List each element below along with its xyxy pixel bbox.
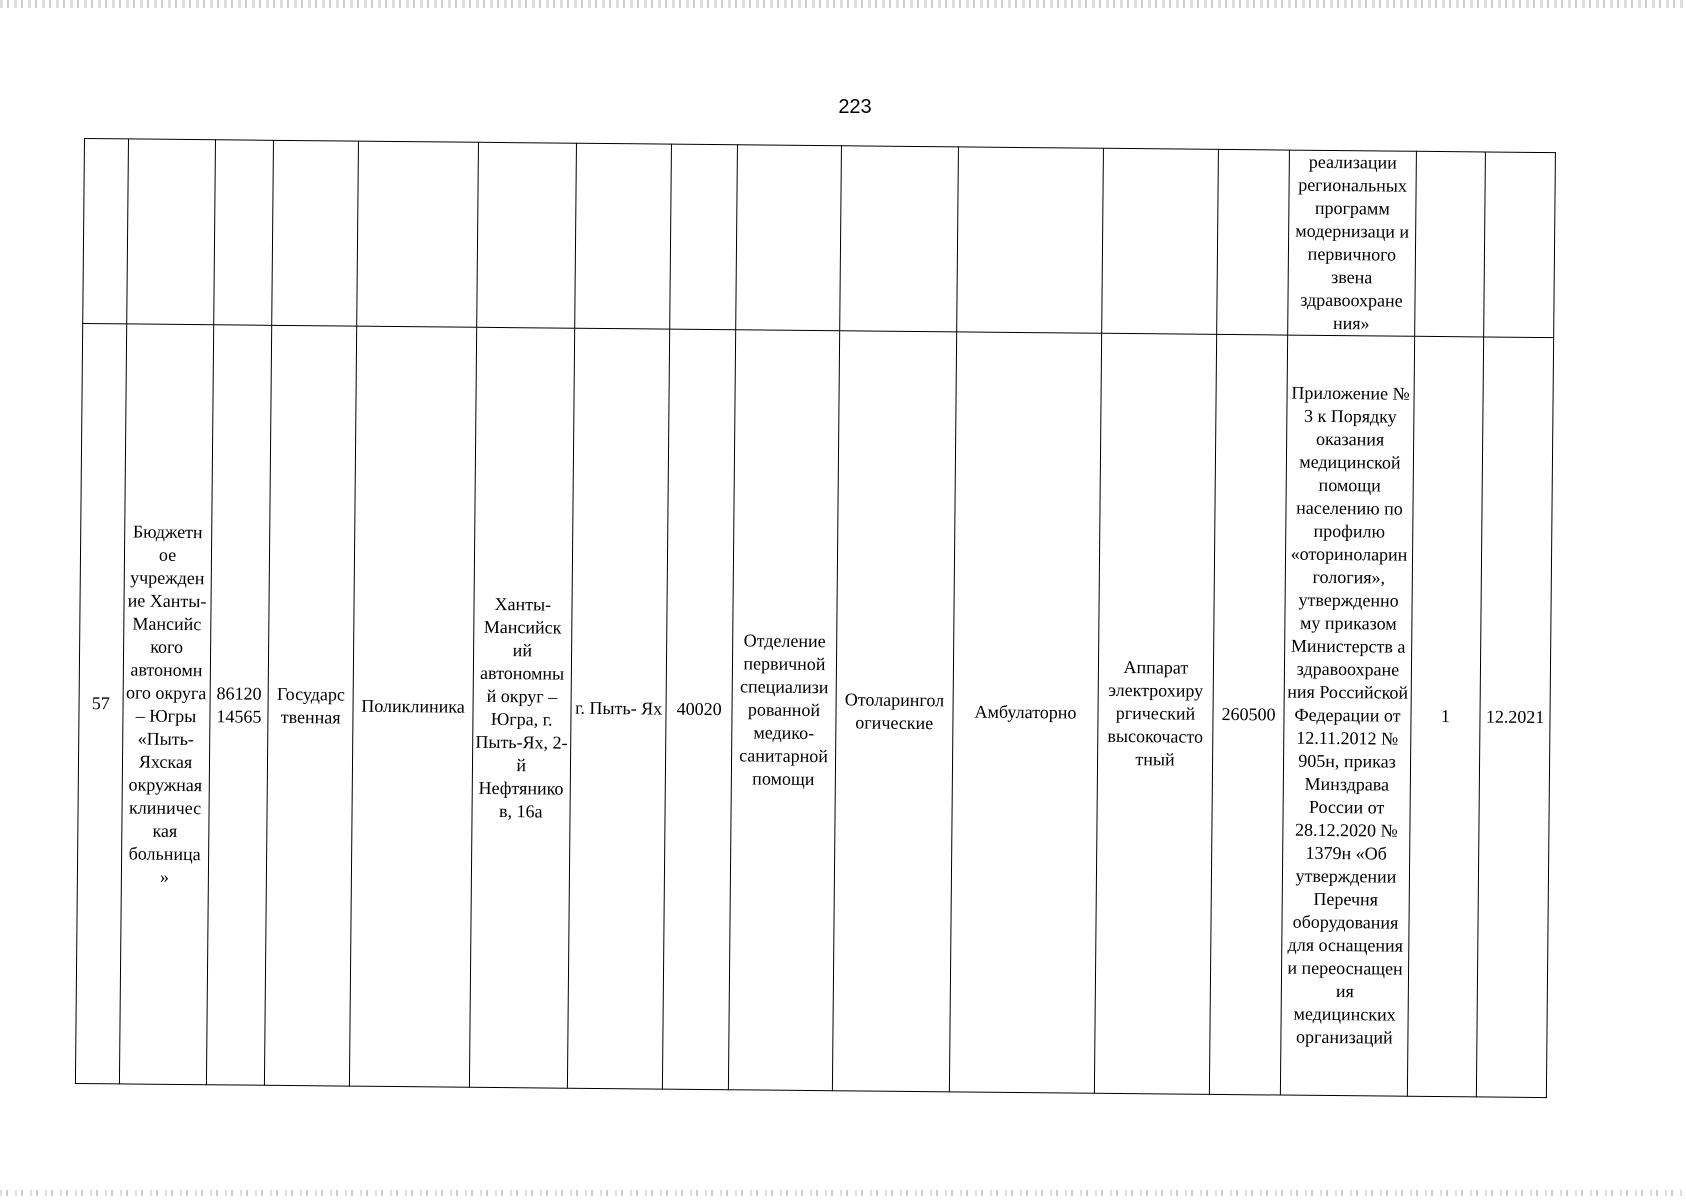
cell-department: Отделение первичной специализи рованной медико- санитарной помощи bbox=[728, 330, 840, 1091]
cell-unit-type: Поликлиника bbox=[350, 326, 477, 1087]
scan-edge-bottom bbox=[0, 1190, 1686, 1196]
cell-document-tail: реализации региональных программ модернизаци и первичного звена здравоохране ния» bbox=[1288, 150, 1416, 336]
cell-code bbox=[213, 140, 274, 326]
cell-equipment bbox=[1102, 148, 1218, 334]
table-row bbox=[75, 323, 1553, 1097]
cell-profile bbox=[840, 146, 958, 332]
cell-organization: Бюджетн ое учрежден ие Ханты- Мансийс кого автономн ого округа – Югры «Пыть- Яхская окружная клиничес кая больница » bbox=[119, 324, 213, 1085]
cell-number: 57 bbox=[75, 323, 126, 1083]
cell-quantity bbox=[1414, 151, 1485, 337]
cell-address bbox=[477, 142, 577, 328]
cell-date: 12.2021 bbox=[1477, 337, 1554, 1098]
equipment-register-table bbox=[75, 138, 1556, 1098]
cell-classifier: 40020 bbox=[663, 329, 736, 1090]
cell-department bbox=[735, 145, 841, 331]
cell-date bbox=[1484, 152, 1556, 338]
cell-ownership: Государс твенная bbox=[265, 325, 357, 1086]
cell-care-conditions bbox=[956, 147, 1104, 333]
cell-profile: Отоларингол огические bbox=[833, 331, 957, 1092]
cell-city: г. Пыть- Ях bbox=[567, 328, 670, 1089]
cell-organization bbox=[126, 139, 215, 325]
cell-care-conditions: Амбулаторно bbox=[949, 332, 1102, 1093]
cell-classifier bbox=[670, 144, 737, 330]
cell-document: Приложение № 3 к Порядку оказания медицинской помощи населению по профилю «оториноларингология», утвержденно му приказом Министерств а здравоохране ния Российской Федерации от 12.11.2012 № 905н, приказ Минздрава России от 28.12.2020 № 1379н «Об утверждении Перечня оборудования для оснащения и переоснащен ия медицинских организаций bbox=[1281, 335, 1414, 1096]
scan-edge-top bbox=[0, 0, 1686, 8]
cell-equipment-code bbox=[1216, 149, 1290, 335]
cell-city bbox=[574, 143, 672, 329]
cell-number bbox=[83, 139, 128, 324]
cell-ownership bbox=[272, 140, 359, 326]
cell-code: 86120 14565 bbox=[206, 325, 272, 1086]
cell-equipment-code: 260500 bbox=[1209, 334, 1288, 1095]
cell-quantity: 1 bbox=[1407, 336, 1484, 1097]
cell-address: Ханты- Мансийск ий автономны й округ – Югра, г. Пыть-Ях, 2-й Нефтянико в, 16а bbox=[469, 327, 574, 1088]
cell-unit-type bbox=[357, 141, 478, 327]
page-number: 223 bbox=[838, 96, 872, 118]
table-wrapper bbox=[75, 138, 1556, 1098]
cell-equipment: Аппарат электрохиру ргический высокочасто тный bbox=[1095, 333, 1217, 1094]
continuation-row bbox=[83, 139, 1556, 338]
